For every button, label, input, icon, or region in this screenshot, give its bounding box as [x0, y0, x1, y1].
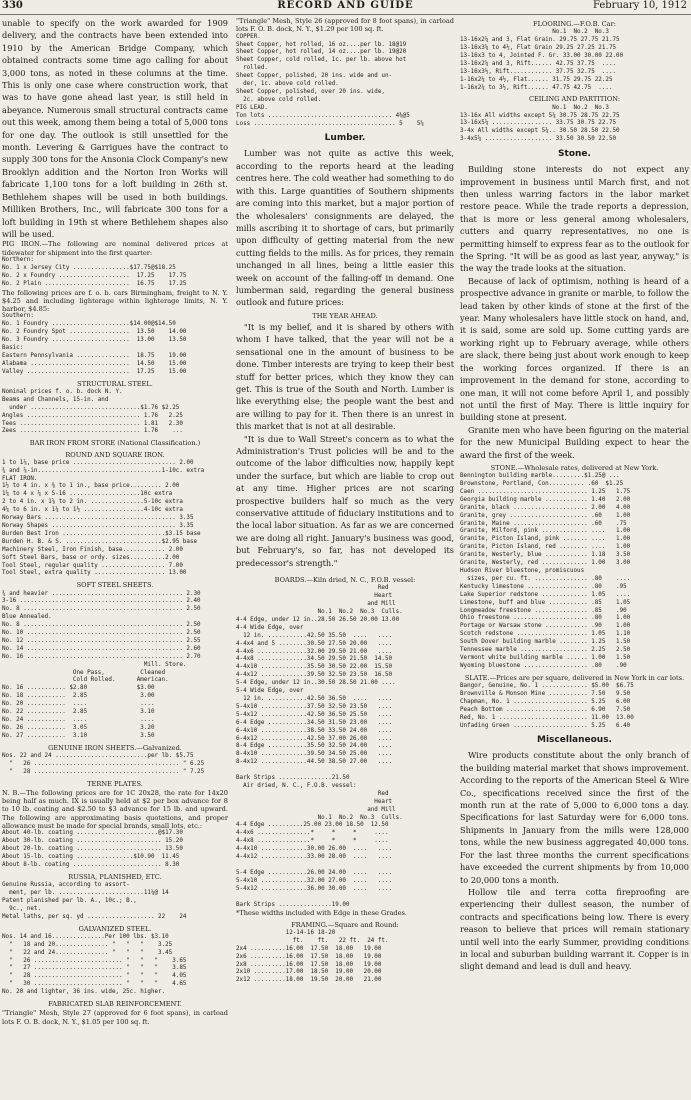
round-square-iron-heading: ROUND AND SQUARE IRON.	[65, 450, 165, 459]
column-middle	[236, 17, 454, 1097]
stone-heading: Stone.	[558, 149, 591, 160]
boards-price-table: Red Heart and Mill No.1 No.2 No.3 Culls. 4-4 Edge, under 12 in..28.50 26.50 20.00 13.00 4-4 Wide Edge, over 12 in. ...........42.50 35.50 .... .... 4-4x4 and 5 ........30.50 27.50 20.00 .... 4-4x6 ..............32.00 29.50 21.00 .... 4-4x8 ..............34.50 29.50 21.50 14.50 4-4x10 .............35.50 30.50 22.00 15.50 4-4x12 .............39.50 32.50 23.50 16.50 5-4 Edge, under 12 in..30.50 28.50 21.00 .... 5-4 Wide Edge, over 12 in. ...........42.50 36.50 .... .... 5-4x10 .............37.50 32.50 23.50 .... 5-4x12 .............42.50 36.50 25.50 .... 6-4 Edge ...........34.50 31.50 23.00 .... 6-4x10 .............38.50 33.50 24.00 .... 6-4x12 .............42.50 37.00 26.00 .... 8-4 Edge ...........35.50 32.50 24.00 .... 8-4x10 .............39.50 34.50 25.00 .... 8-4x12 .............44.50 38.50 27.00 .... Bark Strips ...............21.50 Air dried, N. C., F.O.B. vessel: Red Heart and Mill No.1 No.2 No.3 Culls. 4-4 Edge ..........25.00 23.00 18.50 12.50 4-4x6 ...............* * * .... 4-4x8 ...............* * * .... 4-4x10 .............30.00 26.00 .... .... 4-4x12 .............33.00 28.00 .... .... 5-4 Edge ...........26.00 24.00 .... .... 5-4x10 .............32.00 27.00 .... .... 5-4x12 .............36.00 30.00 .... .... Bark Strips ...............19.00	[236, 585, 403, 908]
copper-lead-prices: COPPER. Sheet Copper, hot rolled, 16 oz....per lb. 18@19 Sheet Copper, hot rolled, 14 oz....per lb. 19@20 Sheet Copper, cold rolled, 1c. per lb. above hot rolled. Sheet Copper, polished, 20 ins. wide and un- der, 1c. above cold rolled. Sheet Copper, polished, over 20 ins. wide, 2c. above cold rolled. PIG LEAD. Ton lots ................................... 4⅜@5 Loss ........................................ 5 5¼	[236, 33, 424, 127]
galvanized-steel-prices: Nos. 14 and 16...............Per 100 lbs. $3.10 " 18 and 20............... " " " 3.25 " 22 and 24............... " " " 3.45 " 26 ......................... " " " 3.65 " 27 ......................... " " " 3.85 " 28 ......................... " " " 4.05 " 30 ......................... " " " 4.65 No. 20 and lighter, 36 ins. wide, 25c. higher.	[2, 933, 187, 996]
miscellaneous-paragraph-2: Hollow tile and terra cotta fireproofing are experiencing their dullest season, the number of contracts and specifications being low. There is every reason to believe that prices will remain stationary until well into the early Summer, providing conditions in local and suburban building warrant it. Copper is in slight demand and lead is dull and heavy.	[460, 886, 689, 972]
page-header	[0, 0, 691, 15]
slate-heading: SLATE.—Prices are per square, delivered in New York in car lots.	[464, 673, 685, 682]
pig-iron-southern-prices: Southern: No. 1 Foundry ......................$14.00@$14.50 No. 2 Foundry Spot ................. 13.50 14.00 No. 3 Foundry ...................... 13.00 13.50 Basic: Eastern Pennsylvania ............... 18.75 19.00 Alabama ............................ 14.50 15.00 Valley ............................. 17.25 15.00	[2, 313, 187, 375]
stone-paragraph-2: Because of lack of optimism, nothing is heard of a prospective advance in granite or marble, to follow the lead taken by other kinds of stone at the first of the year. Many wholesalers have little stock on hand, and, it is said, some are sold up. Some cutting yards are working right up to February average, while others are slack, there being just about work enough to keep the working forces organized. If there is an improvement in the demand for stone, according to one man, it will not come before April 1, and possibly not until the first of May. There is little inquiry for building stone at present.	[460, 275, 689, 423]
year-ahead-heading: THE YEAR AHEAD.	[312, 311, 378, 320]
terne-plates-note: N. B.—The following prices are for 1C 20x28, the rate for 14x20 being half as much. IX is usually held at $2 per box advance for 8 to 10 lb. coating and $2.50 to $3 advance for 15 lb. and upward. The following are approximating basis quotations, and proper allowance must be made for special brands, small lots, etc.:	[2, 788, 228, 831]
round-square-flat-iron-prices: 1 to 1⅞, base price ............................. 2.00 ¾ and ⅞-in...................................1-10c. extra FLAT IRON. 1½ to 4 in. x ⅜ to 1 in., base price......... 2.00 1¼ to 4 x ¼ x 5-16 ....................10c extra 2 to 4 in. x 1⅝ to 2 in. ...............5-10c extra 4¼ to 6 in. x 1¼ to 1½ .................4-10c extra Norway Bars ..................................... 3.35 Norway Shapes ................................... 3.35 Burden Best Iron .............................$3.15 base Burden H. B. & S. ...........................$2.95 base Machinery Steel, Iron Finish, base............ 2.00 Soft Steel Bars, base or ordy. sizes..........2.00 Tool Steel, regular quality .................. 7.00 Tool Steel, extra quality .................... 13.00	[2, 459, 205, 577]
framing-heading: FRAMING.—Square and Round:	[291, 920, 399, 929]
terne-plates-prices: About 40-lb. coating .......................@$17.30 About 30-lb. coating ........................ 15.20 About 20-lb. coating ........................ 13.50 About 15-lb. coating ................$10.90 11.45 About 8-lb. coating ......................... 8.30	[2, 830, 183, 868]
ceiling-partition-heading: CEILING AND PARTITION:	[528, 95, 621, 104]
pig-iron-intro: PIG IRON.—The following are nominal delivered prices at tidewater for shipment into the first quarter:	[2, 240, 228, 257]
stone-paragraph-1: Building stone interests do not expect any improvement in business until March first, and not then unless warring factors in the labor market restore peace. While the trade reports a depression, that is more or less general among wholesalers, cutters and quarry representatives, no one is permitting himself to express fear as to the outlook for the Spring. "It will be as good as last year, anyway," is the way the trade looks at the situation.	[460, 164, 689, 274]
flooring-price-table: No.1 No.2 No.3 13-16x2¼ and 3, Flat Grain. 29.75 27.75 21.75 13-16x3¼ to 4½, Flat Grain 29.25 27.25 21.75 13-16x3 to 4, Jointed F. Gr. 33.00 30.00 22.00 13-16x2¼ and 3, Rift...... 42.75 37.75 .... 13-16x3½, Rift............ 37.75 32.75 .... 1-16x2¼ to 4½, Flat...... 31.75 29.75 22.25 1-16x2¼ to 3½, Rift...... 47.75 42.75 ....	[460, 29, 624, 91]
russia-planished-heading: RUSSIA, PLANISHED, ETC.	[68, 872, 162, 881]
stone-rates-list: Bennington building marble.........$1.25@ ... Brownstone, Portland, Con.......... .60 $1.25 Caen ............................... 1.25 1.75 Georgia building marble ............ 1.40 2.00 Granite, black ..................... 2.00 4.00 Granite, grey ...................... .60 1.00 Granite, Maine ..................... .60 .75 Granite, Milford, pink ............. .... 1.00 Granite, Picton Island, pink ....... .... 1.00 Granite, Picton Island, red ........ .... 1.00 Granite, Westerly, blue ............ 1.18 3.50 Granite, Westerly, red ............. 1.00 3.00 Hudson River bluestone, promiscuous sizes, per cu. ft. ............... .80 .... Kentucky limestone ................. .80 .95 Lake Superior redstone ............. 1.05 .... Limestone, buff and blue ........... .85 1.05 Longmeadow freestone ............... .85 .90 Ohio freestone ..................... .80 1.00 Portage or Warsaw stone ............ .90 1.00 Scotch redstone .................... 1.05 1.10 South Dover building marble ........ 1.25 1.50 Tennessee marble ................... 2.25 2.50 Vermont white building marble ...... 1.00 1.50 Wyoming bluestone .................. .80 .90	[460, 473, 631, 669]
fabricated-slab-text: "Triangle" Mesh, Style 27 (approved for 6 foot spans), in carload lots F. O. B. dock, N. Y., $1.05 per 100 sq. ft.	[2, 1009, 228, 1026]
stone-paragraph-3: Granite men who have been figuring on the material for the new Municipal Building expect to hear the award the first of the week.	[460, 424, 689, 460]
structural-steel-prices: Nominal prices f. o. b. dock N. Y. Beams and Channels, 15-in. and under ...............................$1.76 $2.25 Angles ................................ 1.76 2.25 Tees .................................. 1.81 2.30 Zees .................................. 1.76 ...	[2, 388, 183, 435]
column-right	[460, 17, 689, 1097]
galvanized-steel-heading: GALVANIZED STEEL.	[78, 924, 152, 933]
boards-heading: BOARDS.—Kiln dried, N. C., F.O.B. vessel:	[274, 576, 416, 585]
publication-title: RECORD AND GUIDE	[277, 0, 414, 11]
structural-steel-heading: STRUCTURAL STEEL.	[77, 379, 153, 388]
terne-plates-heading: TERNE PLATES.	[87, 779, 143, 788]
framing-price-table: 12-14-16 18-20 ft. ft. 22 ft. 24 ft. 2x4 ..........16.00 17.50 18.00 19.00 2x6 ..........16.00 17.50 18.00 19.00 2x8 ..........16.00 17.50 18.00 19.00 2x10 .........17.00 18.50 19.00 20.00 2x12 .........18.00 19.50 20.00 21.00	[236, 929, 389, 984]
miscellaneous-heading: Miscellaneous.	[537, 735, 612, 746]
russia-planished-prices: Genuine Russia, according to assort- ment, per lb. ........................11¼@ 14 Patent planished per lb. A., 10c.; B., 9c., net. Metal laths, per sq. yd ................... 22 24	[2, 882, 187, 920]
page-number: 330	[2, 0, 23, 11]
genuine-iron-sheets-prices: Nos. 22 and 24 ..........................per lb. $5.75 " 26 ......................................... " 6.25 " 28 ......................................... " 7.25	[2, 752, 205, 775]
soft-steel-sheets-prices: ¾ and heavier ..................................... 2.30 3-16 .............................................. 2.40 No. 8 ............................................. 2.50 Blue Annealed. No. 8 ............................................. 2.50 No. 10 ............................................ 2.50 No. 12 ............................................ 2.55 No. 14 ............................................ 2.60 No. 16 ............................................ 2.70 Mill. Store. One Pass, Cleaned Cold Rolled. American. No. 16 ........... $2.80 $3.00 No. 18 ........... 2.85 3.00 No. 20 ........... .... .... No. 22 ........... 2.85 3.10 No. 24 ........... .... .... No. 26 ........... 3.05 3.20 No. 27 ........... 3.10 3.50	[2, 590, 201, 739]
soft-steel-sheets-heading: SOFT STEEL SHEETS.	[76, 581, 154, 590]
pig-iron-northern-prices: Northern: No. 1 x Jersey City ................$17.75@$18.25 No. 2 x Foundry .................... 17.25 17.75 No. 2 Plain ........................ 16.75 17.25	[2, 256, 187, 287]
lumber-paragraph-2: "It is my belief, and it is shared by others with whom I have talked, that the year will not be a sensational one in the amount of business to be done. Timber interests are trying to keep their best stuff for better prices, which they know they can get. This is true of the South and North. Lumber is like everything else; the people want the best and are willing to pay for it. Then there is an unrest in this market that is not at all desirable.	[236, 321, 454, 432]
triangle-mesh-text: "Triangle" Mesh, Style 26 (approved for 8 foot spans), in carload lots F. O. B. dock, N. Y., $1.29 per 100 sq. ft.	[236, 17, 454, 34]
lumber-paragraph-3: "It is due to Wall Street's concern as to what the Administration's Trust policies will be and to the outcome of the labor difficulties now, happily kept under the surface, but which are liable to crop out at any time. Higher prices are not scaring prospective builders half so much as the very conservative attitude of fiduciary institutions and to the local labor situation. As far as we are concerned we are doing all right. January's business was good, but February's, so far, has not developed its predecessor's strength."	[236, 433, 454, 568]
lumber-paragraph-1: Lumber was not quite as active this week, according to the reports heard at the leading centres here. The cold weather had something to do with this. Large quantities of Southern shipments are coming into this market, but a major portion of the wholesalers' consignments are delayed, the mills ascribing it to shortage of cars, but primarily upon difficulty of getting material from the new cutting fields to the mills. As for prices, they remain unchanged in all lines, being a little easier this week on account of the falling-off in demand. One lumberman said, regarding the general business outlook and future prices:	[236, 148, 454, 308]
ceiling-partition-price-table: No.1 No.2 No.3 13-16x All widths except 5¼ 30.75 28.75 22.75 13-16x5¼ ................. 33.75 30.75 22.75 3-4x All widths except 5¼.. 30.50 28.50 22.50 3-4x5¼ ................... 33.50 30.50 22.50	[460, 104, 620, 143]
issue-date: February 10, 1912	[592, 0, 687, 11]
slate-price-list: Bangor, Genuine, No. 1 ............. $5.00 $6.75 Brownville & Monson Mine ........... 7.50 9.50 Chapman, No. 1 ..................... 5.25 6.00 Peach Bottom ....................... 6.90 7.50 Red, No. 1 ......................... 11.00 13.00 Unfading Green ..................... 5.25 6.40	[460, 683, 634, 729]
birmingham-note: The following prices are f. o. b. cars Birmingham, freight to N. Y. $4.25 and including lighterage within lighterage limits, N. Y. harbor, $4.85:	[2, 288, 228, 314]
column-left	[2, 17, 228, 1097]
flooring-heading: FLOORING.—F.O.B. Car:	[533, 20, 616, 28]
stone-rates-heading: STONE.—Wholesale rates, delivered at New York.	[490, 463, 659, 472]
miscellaneous-paragraph-1: Wire products constitute about the only branch of the building material market that shows improvement. According to the reports of the American Steel & Wire Co., specifications received since the first of the month run at the rate of 5,000 to 6,000 tons a day. Specifications for last Saturday were for 6,000 tons. Shipments in January from the mills were 128,000 tons, while the new business aggregated 40,000 tons. For the last three months the current specifications have exceeded the current shipments by from 10,000 to 20,000 tons a month.	[460, 750, 689, 885]
lumber-heading: Lumber.	[324, 133, 366, 144]
fabricated-slab-heading: FABRICATED SLAB REINFORCEMENT.	[48, 1000, 182, 1009]
genuine-iron-sheets-heading: GENUINE IRON SHEETS.—Galvanized.	[48, 743, 182, 752]
steel-intro-text: unable to specify on the work awarded for 1909 delivery, and the contracts have been extended into 1910 by the American Bridge Company, which obtained contracts some time ago calling for about 3,000 tons, as noted in these columns at the time. This is only one case where construction work, that was to have gone ahead last year, is still held in abeyance. Numerous small structural contracts came out this week, among them being a total of 5,000 tons for one day. The outlook is still unsettled for the month. Levering & Garrigues have the contract to supply 300 tons for the Ansonia Clock Company's new Brooklyn addition and the Norton Iron Works will fabricate 1,100 tons for a loft building in 26th st. Bethlehem shapes will be used in both buildings. Milliken Brothers, Inc., will fabricate 300 tons for a loft building in 19th st where Bethlehem shapes also will be used.	[2, 18, 228, 239]
widths-footnote: *These widths included with Edge in these Grades.	[236, 909, 408, 918]
bar-iron-heading: BAR IRON FROM STORE (National Classification.)	[29, 439, 201, 448]
